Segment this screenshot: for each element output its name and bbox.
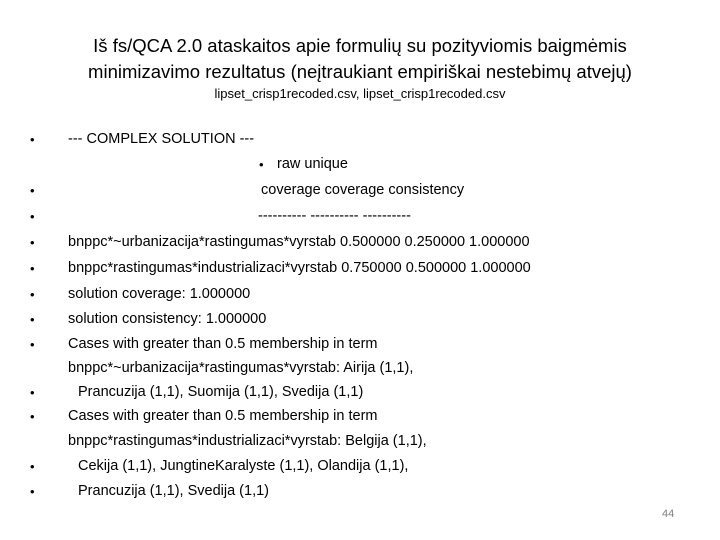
cases-term-2-header: Cases with greater than 0.5 membership in term — [68, 408, 378, 424]
column-header-separator: ---------- ---------- ---------- — [258, 208, 411, 224]
bullet-11: • — [30, 459, 35, 474]
bullet-3: • — [30, 209, 35, 224]
cases-term-2-formula: bnppc*rastingumas*industrializaci*vyrstab: Belgija (1,1), — [68, 433, 427, 449]
bullet-8: • — [30, 337, 35, 352]
solution-term-1: bnppc*~urbanizacija*rastingumas*vyrstab 0.500000 0.250000 1.000000 — [68, 234, 530, 250]
cases-term-2-list-b: Prancuzija (1,1), Svedija (1,1) — [78, 483, 269, 499]
bullet-10: • — [30, 409, 35, 424]
bullet-1: • — [259, 157, 264, 172]
slide-title-line-2: minimizavimo rezultatus (neįtraukiant empiriškai nestebimų atvejų) — [88, 61, 632, 82]
slide-subtitle: lipset_crisp1recoded.csv, lipset_crisp1recoded.csv — [214, 86, 506, 101]
bullet-12: • — [30, 484, 35, 499]
solution-consistency: solution consistency: 1.000000 — [68, 311, 267, 327]
cases-term-1-header: Cases with greater than 0.5 membership in term — [68, 336, 378, 352]
bullet-6: • — [30, 287, 35, 302]
bullet-4: • — [30, 235, 35, 250]
cases-term-1-list: Prancuzija (1,1), Suomija (1,1), Svedija (1,1) — [78, 384, 364, 400]
bullet-7: • — [30, 312, 35, 327]
slide-title-line-1: Iš fs/QCA 2.0 ataskaitos apie formulių su pozityviomis baigmėmis — [93, 35, 627, 56]
page-number: 44 — [662, 508, 675, 520]
bullet-2: • — [30, 183, 35, 198]
cases-term-2-list-a: Cekija (1,1), JungtineKaralyste (1,1), Olandija (1,1), — [78, 458, 409, 474]
bullet-5: • — [30, 261, 35, 276]
bullet-9: • — [30, 385, 35, 400]
bullet-0: • — [30, 132, 35, 147]
complex-solution-header: --- COMPLEX SOLUTION --- — [68, 131, 255, 147]
column-header-coverage: coverage coverage consistency — [261, 182, 465, 198]
solution-coverage: solution coverage: 1.000000 — [68, 286, 251, 302]
cases-term-1-formula: bnppc*~urbanizacija*rastingumas*vyrstab: Airija (1,1), — [68, 360, 414, 376]
solution-term-2: bnppc*rastingumas*industrializaci*vyrstab 0.750000 0.500000 1.000000 — [68, 260, 531, 276]
column-header-raw-unique: raw unique — [277, 156, 348, 172]
